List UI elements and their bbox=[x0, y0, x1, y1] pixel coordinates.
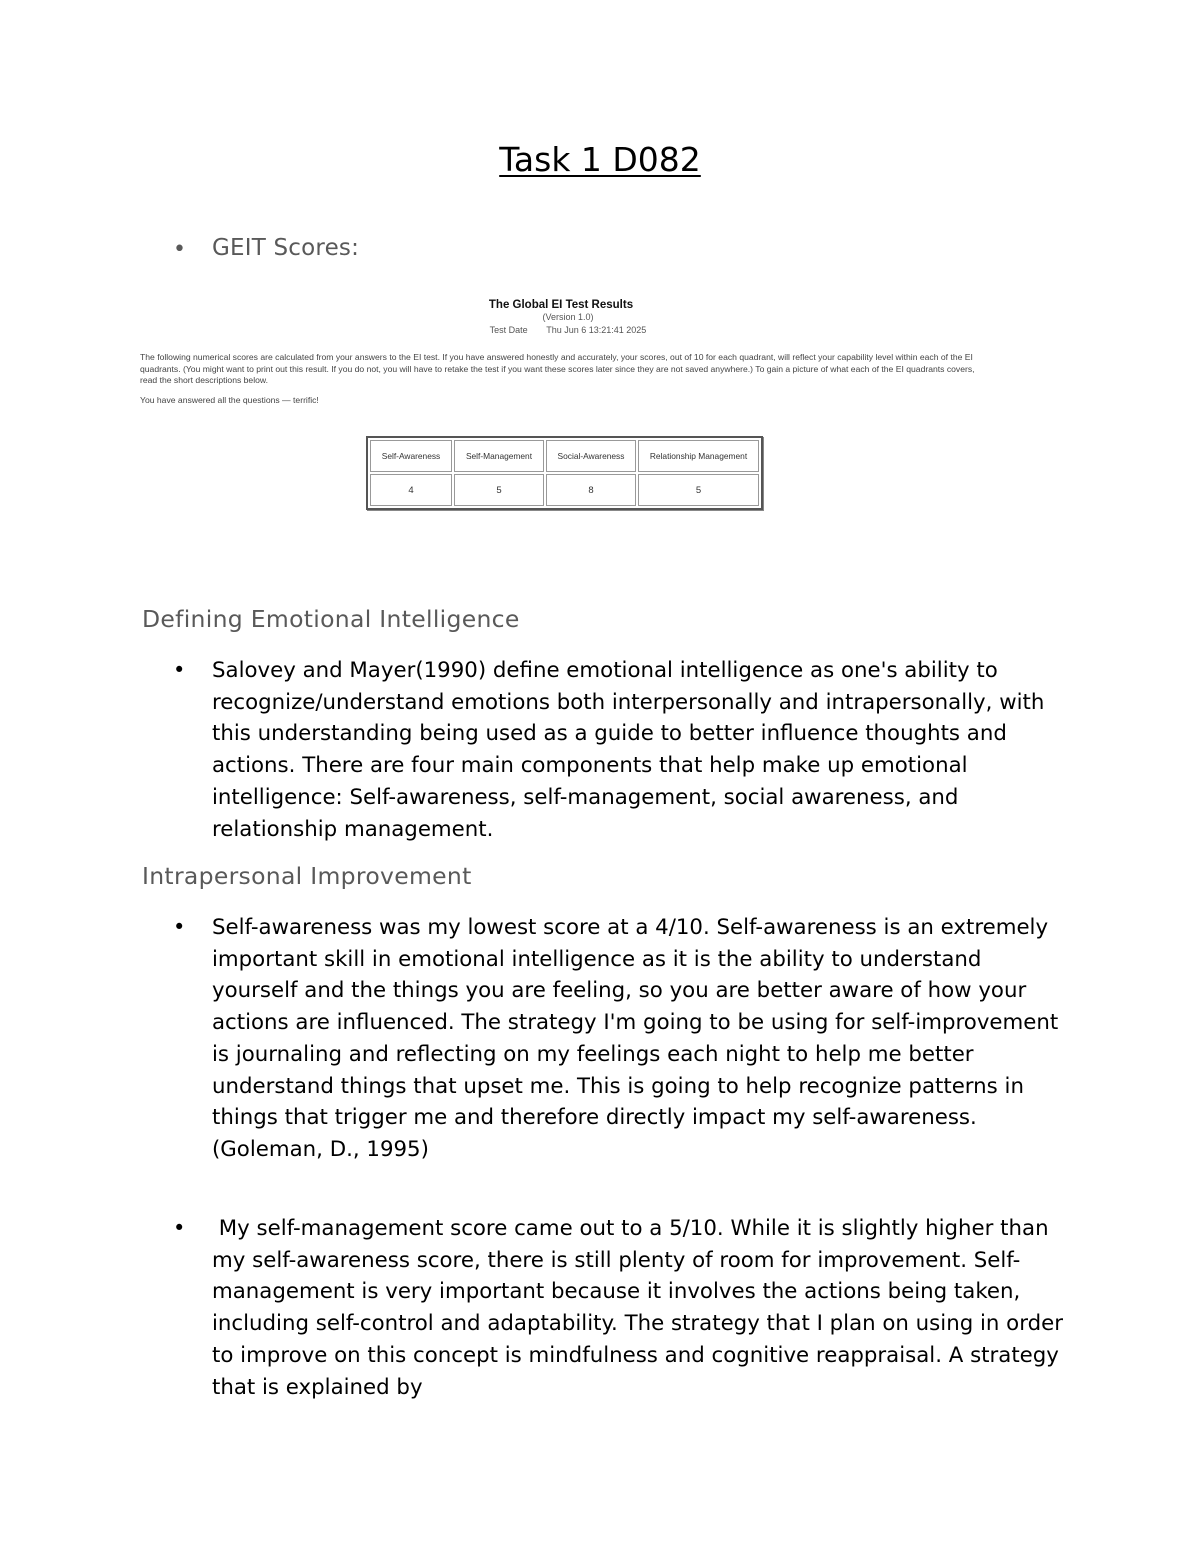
list-item bbox=[142, 655, 1072, 845]
score-self-management: 5 bbox=[454, 474, 544, 506]
bullet-icon: • bbox=[173, 915, 186, 939]
header-self-awareness: Self-Awareness bbox=[370, 440, 452, 472]
score-relationship-management: 5 bbox=[638, 474, 759, 506]
results-date-label: Test Date bbox=[489, 325, 528, 335]
defining-list bbox=[142, 655, 1072, 845]
header-relationship-management: Relationship Management bbox=[638, 440, 759, 472]
results-answered: You have answered all the questions — terrific! bbox=[140, 395, 319, 405]
header-social-awareness: Social-Awareness bbox=[546, 440, 636, 472]
defining-paragraph: Salovey and Mayer(1990) define emotional intelligence as one's ability to recognize/understand emotions both interpersonally and intrapersonally, with this understanding being used as a guide to better influence thoughts and actions. There are four main components that help make up emotional intelligence: Self-awareness, self-management, social awareness, and relationship management. bbox=[212, 658, 1045, 842]
intrapersonal-list bbox=[142, 912, 1072, 1166]
bullet-icon: • bbox=[173, 237, 186, 262]
results-version: (Version 1.0) bbox=[542, 312, 594, 322]
heading-defining-ei: Defining Emotional Intelligence bbox=[142, 605, 520, 633]
self-management-paragraph: My self-management score came out to a 5/10. While it is slightly higher than my self-awareness score, there is still plenty of room for improvement. Self-management is very important because it involves the actions being taken, including self-control and adaptability. The strategy that I plan on using in order to improve on this concept is mindfulness and cognitive reappraisal. A strategy that is explained by bbox=[212, 1216, 1070, 1400]
bullet-icon: • bbox=[173, 658, 186, 682]
list-item bbox=[142, 1213, 1072, 1403]
header-self-management: Self-Management bbox=[454, 440, 544, 472]
self-management-list bbox=[142, 1213, 1072, 1403]
results-date-row bbox=[138, 325, 998, 335]
score-table-header-row bbox=[370, 440, 759, 472]
ei-results-screenshot bbox=[138, 296, 998, 516]
self-awareness-paragraph: Self-awareness was my lowest score at a 4/10. Self-awareness is an extremely important skill in emotional intelligence as it is the ability to understand yourself and the things you are feeling, so you are better aware of how your actions are influenced. The strategy I'm going to be using for self-improvement is journaling and reflecting on my feelings each night to help me better understand things that upset me. This is going to help recognize patterns in things that trigger me and therefore directly impact my self-awareness. (Goleman, D., 1995) bbox=[212, 915, 1059, 1162]
document-title: Task 1 D082 bbox=[499, 140, 701, 179]
geit-bullet bbox=[142, 235, 742, 261]
list-item bbox=[142, 912, 1072, 1166]
score-table-values-row bbox=[370, 474, 759, 506]
geit-list bbox=[142, 235, 742, 261]
results-intro: The following numerical scores are calculated from your answers to the EI test. If you have answered honestly and accurately, your scores, out of 10 for each quadrant, will reflect your capability level within each of the EI quadrants. (You might want to print out this result. If you do not, you will have to retake the test if you want these scores later since they are not saved anywhere.) To gain a picture of what each of the EI quadrants covers, read the short descriptions below. bbox=[140, 352, 975, 385]
results-title: The Global EI Test Results bbox=[488, 299, 634, 311]
heading-intrapersonal: Intrapersonal Improvement bbox=[142, 862, 472, 890]
score-social-awareness: 8 bbox=[546, 474, 636, 506]
score-table bbox=[366, 436, 763, 510]
results-date-value: Thu Jun 6 13:21:41 2025 bbox=[546, 325, 647, 335]
geit-scores-label: GEIT Scores: bbox=[212, 235, 360, 261]
bullet-icon: • bbox=[173, 1216, 186, 1240]
score-self-awareness: 4 bbox=[370, 474, 452, 506]
